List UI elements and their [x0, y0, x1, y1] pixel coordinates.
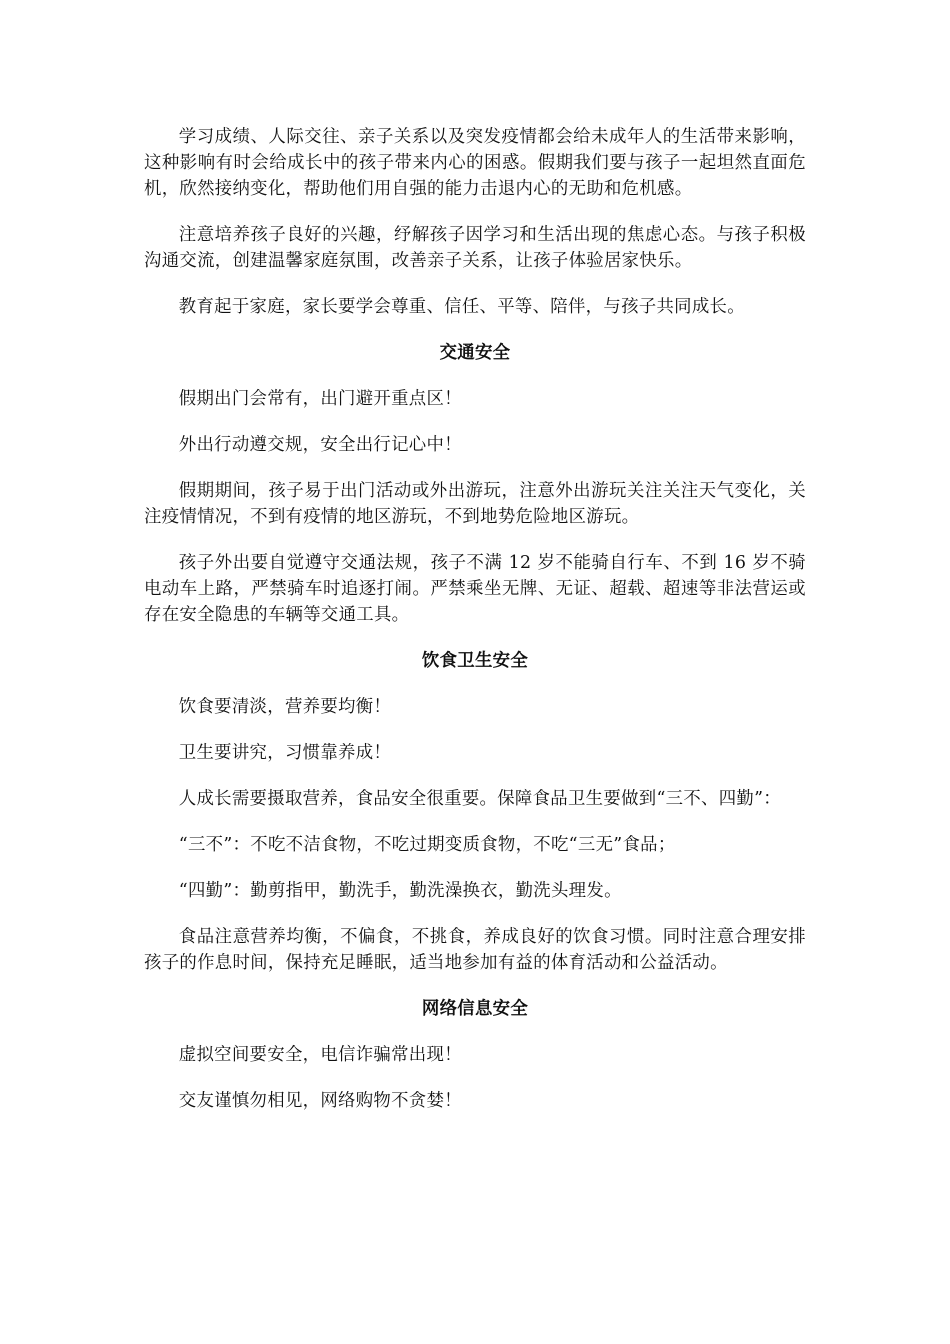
document-body [144, 124, 806, 1134]
paragraph: 食品注意营养均衡，不偏食，不挑食，养成良好的饮食习惯。同时注意合理安排孩子的作息时间，保持充足睡眠，适当地参加有益的体育活动和公益活动。 [144, 927, 806, 973]
section-heading-food: 饮食卫生安全 [421, 651, 529, 671]
paragraph: “四勤”：勤剪指甲，勤洗手，勤洗澡换衣，勤洗头理发。 [178, 881, 622, 901]
section-heading-network: 网络信息安全 [421, 999, 529, 1019]
paragraph: 交友谨慎勿相见，网络购物不贪婪！ [178, 1091, 462, 1111]
paragraph: 人成长需要摄取营养，食品安全很重要。保障食品卫生要做到“三不、四勤”： [178, 789, 781, 809]
paragraph: 孩子外出要自觉遵守交通法规，孩子不满 12 岁不能骑自行车、不到 16 岁不骑电动车上路，严禁骑车时追逐打闹。严禁乘坐无牌、无证、超载、超速等非法营运或存在安全隐患的车辆等交通工具。 [144, 553, 806, 625]
paragraph: 外出行动遵交规，安全出行记心中！ [178, 435, 462, 455]
paragraph: 注意培养孩子良好的兴趣，纾解孩子因学习和生活出现的焦虑心态。与孩子积极沟通交流，创建温馨家庭氛围，改善亲子关系，让孩子体验居家快乐。 [144, 225, 806, 271]
paragraph: 假期出门会常有，出门避开重点区！ [178, 389, 462, 409]
paragraph: 卫生要讲究，习惯靠养成！ [178, 743, 392, 763]
section-heading-traffic: 交通安全 [439, 343, 511, 363]
paragraph: 虚拟空间要安全，电信诈骗常出现！ [178, 1045, 462, 1065]
paragraph: 饮食要清淡，营养要均衡！ [178, 697, 392, 717]
paragraph: “三不”：不吃不洁食物，不吃过期变质食物，不吃“三无”食品； [178, 835, 676, 855]
paragraph: 假期期间，孩子易于出门活动或外出游玩，注意外出游玩关注关注天气变化，关注疫情情况，不到有疫情的地区游玩，不到地势危险地区游玩。 [144, 481, 806, 527]
paragraph: 学习成绩、人际交往、亲子关系以及突发疫情都会给未成年人的生活带来影响，这种影响有时会给成长中的孩子带来内心的困惑。假期我们要与孩子一起坦然直面危机，欣然接纳变化，帮助他们用自强的能力击退内心的无助和危机感。 [144, 127, 806, 199]
paragraph: 教育起于家庭，家长要学会尊重、信任、平等、陪伴，与孩子共同成长。 [178, 297, 745, 317]
